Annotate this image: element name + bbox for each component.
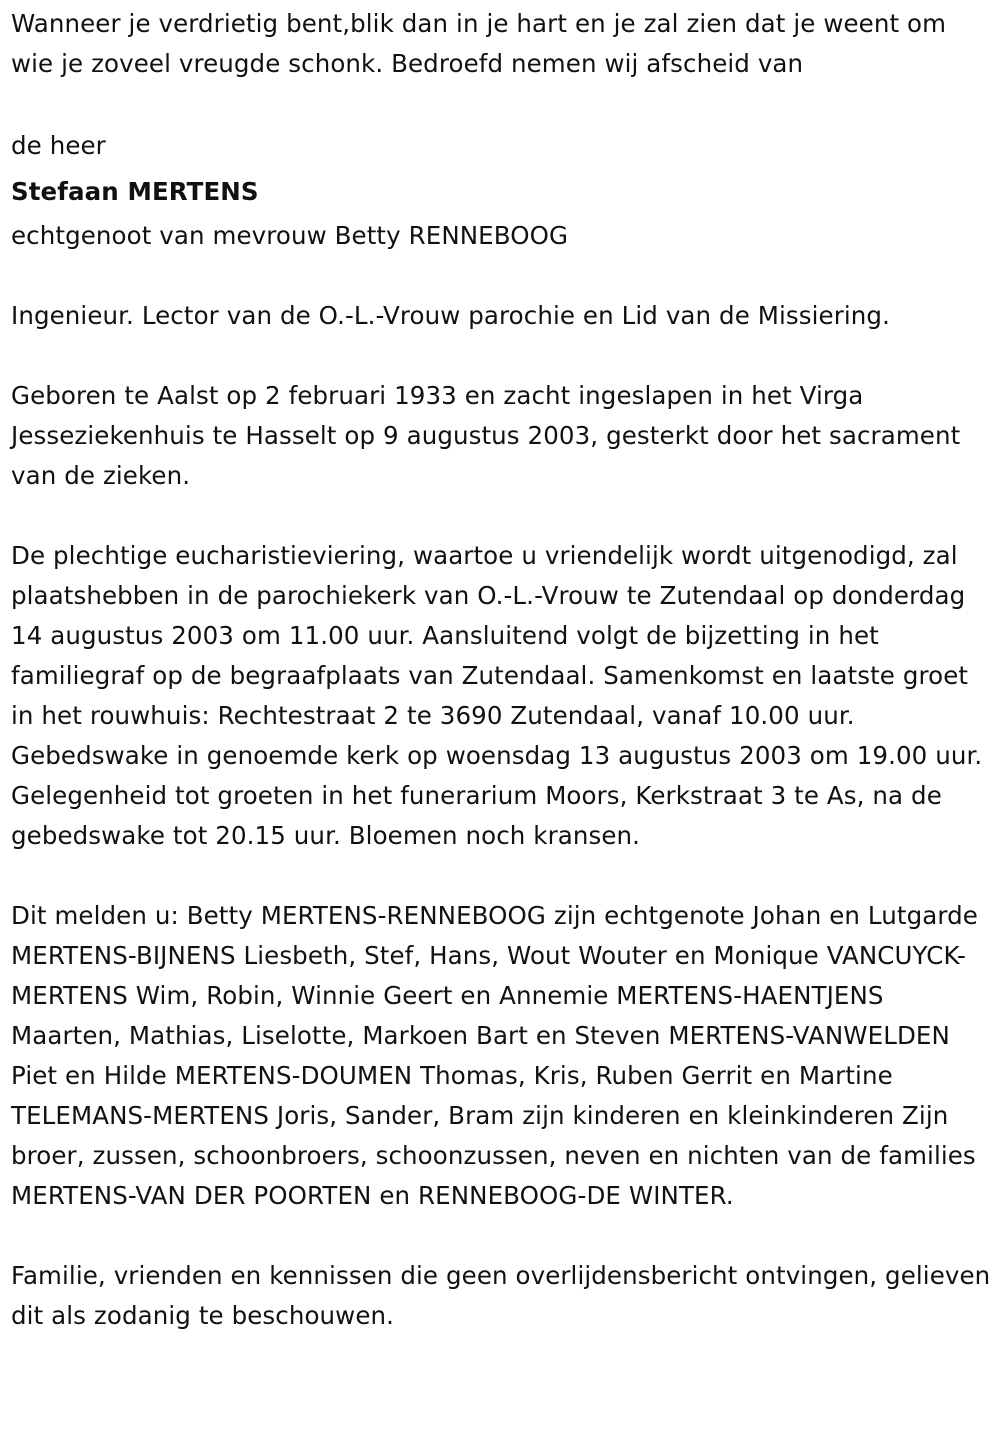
birth-death-paragraph: Geboren te Aalst op 2 februari 1933 en zacht ingeslapen in het Virga Jesseziekenhuis te Hasselt op 9 augustus 2003, gesterkt door het sacrament van de zieken. bbox=[11, 381, 961, 490]
ceremony-paragraph: De plechtige eucharistieviering, waartoe u vriendelijk wordt uitgenodigd, zal plaatshebben in de parochiekerk van O.-L.-Vrouw te Zutendaal op donderdag 14 augustus 2003 om 11.00 uur. Aansluitend volgt de bijzetting in het familiegraf op de begraafplaats van Zutendaal. Samenkomst en laatste groet in het rouwhuis: Rechtestraat 2 te 3690 Zutendaal, vanaf 10.00 uur. Gebedswake in genoemde kerk op woensdag 13 augustus 2003 om 19.00 uur. Gelegenheid tot groeten in het funerarium Moors, Kerkstraat 3 te As, na de gebedswake tot 20.15 uur. Bloemen noch kransen. bbox=[11, 541, 983, 850]
obituary-notice bbox=[11, 4, 991, 1336]
spacer bbox=[11, 1216, 991, 1256]
spacer bbox=[11, 256, 991, 296]
occupation-line: Ingenieur. Lector van de O.-L.-Vrouw parochie en Lid van de Missiering. bbox=[11, 301, 890, 330]
spacer bbox=[11, 336, 991, 376]
spacer bbox=[11, 856, 991, 896]
closing-paragraph: Familie, vrienden en kennissen die geen overlijdensbericht ontvingen, gelieven dit als zodanig te beschouwen. bbox=[11, 1261, 991, 1330]
spacer bbox=[11, 496, 991, 536]
intro-paragraph: Wanneer je verdrietig bent,blik dan in je hart en je zal zien dat je weent om wie je zoveel vreugde schonk. Bedroefd nemen wij afscheid van bbox=[11, 9, 947, 78]
announcers-paragraph: Dit melden u: Betty MERTENS-RENNEBOOG zijn echtgenote Johan en Lutgarde MERTENS-BIJNENS Liesbeth, Stef, Hans, Wout Wouter en Monique VANCUYCK-MERTENS Wim, Robin, Winnie Geert en Annemie MERTENS-HAENTJENS Maarten, Mathias, Liselotte, Markoen Bart en Steven MERTENS-VANWELDEN Piet en Hilde MERTENS-DOUMEN Thomas, Kris, Ruben Gerrit en Martine TELEMANS-MERTENS Joris, Sander, Bram zijn kinderen en kleinkinderen Zijn broer, zussen, schoonbroers, schoonzussen, neven en nichten van de families MERTENS-VAN DER POORTEN en RENNEBOOG-DE WINTER. bbox=[11, 901, 978, 1210]
deceased-name: Stefaan MERTENS bbox=[11, 177, 259, 206]
spouse-line: echtgenoot van mevrouw Betty RENNEBOOG bbox=[11, 221, 569, 250]
title-prefix: de heer bbox=[11, 131, 106, 160]
